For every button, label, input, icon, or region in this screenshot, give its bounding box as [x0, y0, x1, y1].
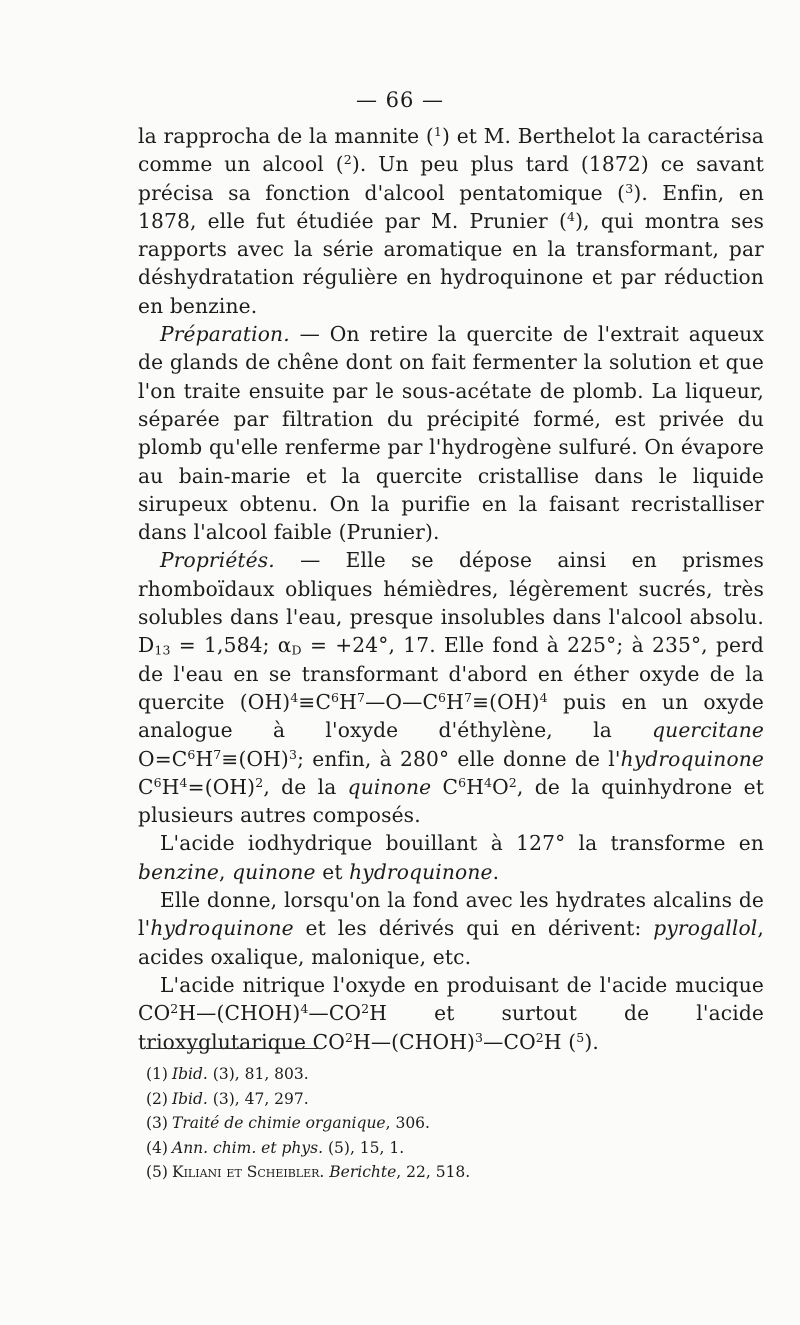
footnote-ref-5[interactable]: 5	[576, 1029, 585, 1045]
paragraph-properties: Propriétés. — Elle se dépose ainsi en prismes rhomboïdaux obliques hémièdres, légèrement sucrés, très solubles dans l'eau, presque insolubles dans l'alcool absolu. $D_{13} = 1,584$; $\alpha_D = +24^\circ$, 17. Elle fond à 225°; à 235°, perd de l'eau en se transformant d'abord en éther oxyde de la quercite $(OH)^4\equiv C^6H^7—O—C^6H^7\equiv(OH)^4$ puis en un oxyde analogue à l'oxyde d'éthylène, la quercitane $O=C^6H^7\equiv(OH)^3$; enfin, à 280° elle donne de l'hydroquinone $C^6H^4=(OH)^2$, de la quinone $C^6H^4O^2$, de la quinhydrone et plusieurs autres composés.	[138, 548, 764, 828]
footnote-ref-2[interactable]: 2	[343, 152, 352, 168]
section-heading-properties: Propriétés.	[160, 548, 275, 573]
section-heading-preparation: Préparation.	[160, 322, 290, 347]
footnote-divider	[146, 1048, 318, 1049]
paragraph-history: la rapprocha de la mannite ($^1$) et M. Berthelot la caractérisa comme un alcool ($^2$). Un peu plus tard (1872) ce savant précisa sa fonction d'alcool pentatomique ($^3$). Enfin, en 1878, elle fut étudiée par M. Prunier ($^4$), qui montra ses rapports avec la série aromatique en la transformant, par déshydratation régulière en hydroquinone et par réduction en benzine.	[138, 124, 764, 318]
footnote-1: (1) Ibid. (3), 81, 803.	[146, 1065, 309, 1083]
footnote-2: (2) Ibid. (3), 47, 297.	[146, 1089, 309, 1108]
paragraph-alkaline-fusion: Elle donne, lorsqu'on la fond avec les hydrates alcalins de l'hydroquinone et les dérivés qui en dérivent: pyrogallol, acides oxalique, malonique, etc.	[138, 888, 764, 969]
footnote-4: (4) Ann. chim. et phys. (5), 15, 1.	[146, 1138, 405, 1157]
footnote-ref-1[interactable]: 1	[433, 124, 442, 140]
footnote-ref-3[interactable]: 3	[625, 180, 634, 196]
paragraph-preparation: Préparation. — On retire la quercite de l'extrait aqueux de glands de chêne dont on fait fermenter la solution et que l'on traite ensuite par le sous-acétate de plomb. La liqueur, séparée par filtration du précipité formé, est privée du plomb qu'elle renferme par l'hydrogène sulfuré. On évapore au bain-marie et la quercite cristallise dans le liquide sirupeux obtenu. On la purifie en la faisant recristalliser dans l'alcool faible (Prunier).	[138, 322, 764, 545]
page-number: — 66 —	[355, 88, 445, 112]
body-text	[138, 122, 764, 1056]
paragraph-hydriodic-acid: L'acide iodhydrique bouillant à 127° la transforme en benzine, quinone et hydroquinone.	[138, 831, 764, 884]
footnotes	[146, 1062, 706, 1185]
footnote-ref-4[interactable]: 4	[566, 209, 576, 225]
paragraph-nitric-acid: L'acide nitrique l'oxyde en produisant de l'acide mucique $CO^2H—(CHOH)^4—CO^2H$ et surtout de l'acide trioxyglutarique $CO^2H—(CHOH)^3—CO^2H$ ($^5$).	[138, 972, 764, 1054]
footnote-5: (5) Kiliani et Scheibler. Berichte, 22, 518.	[146, 1163, 471, 1181]
footnote-3: (3) Traité de chimie organique, 306.	[146, 1114, 430, 1132]
